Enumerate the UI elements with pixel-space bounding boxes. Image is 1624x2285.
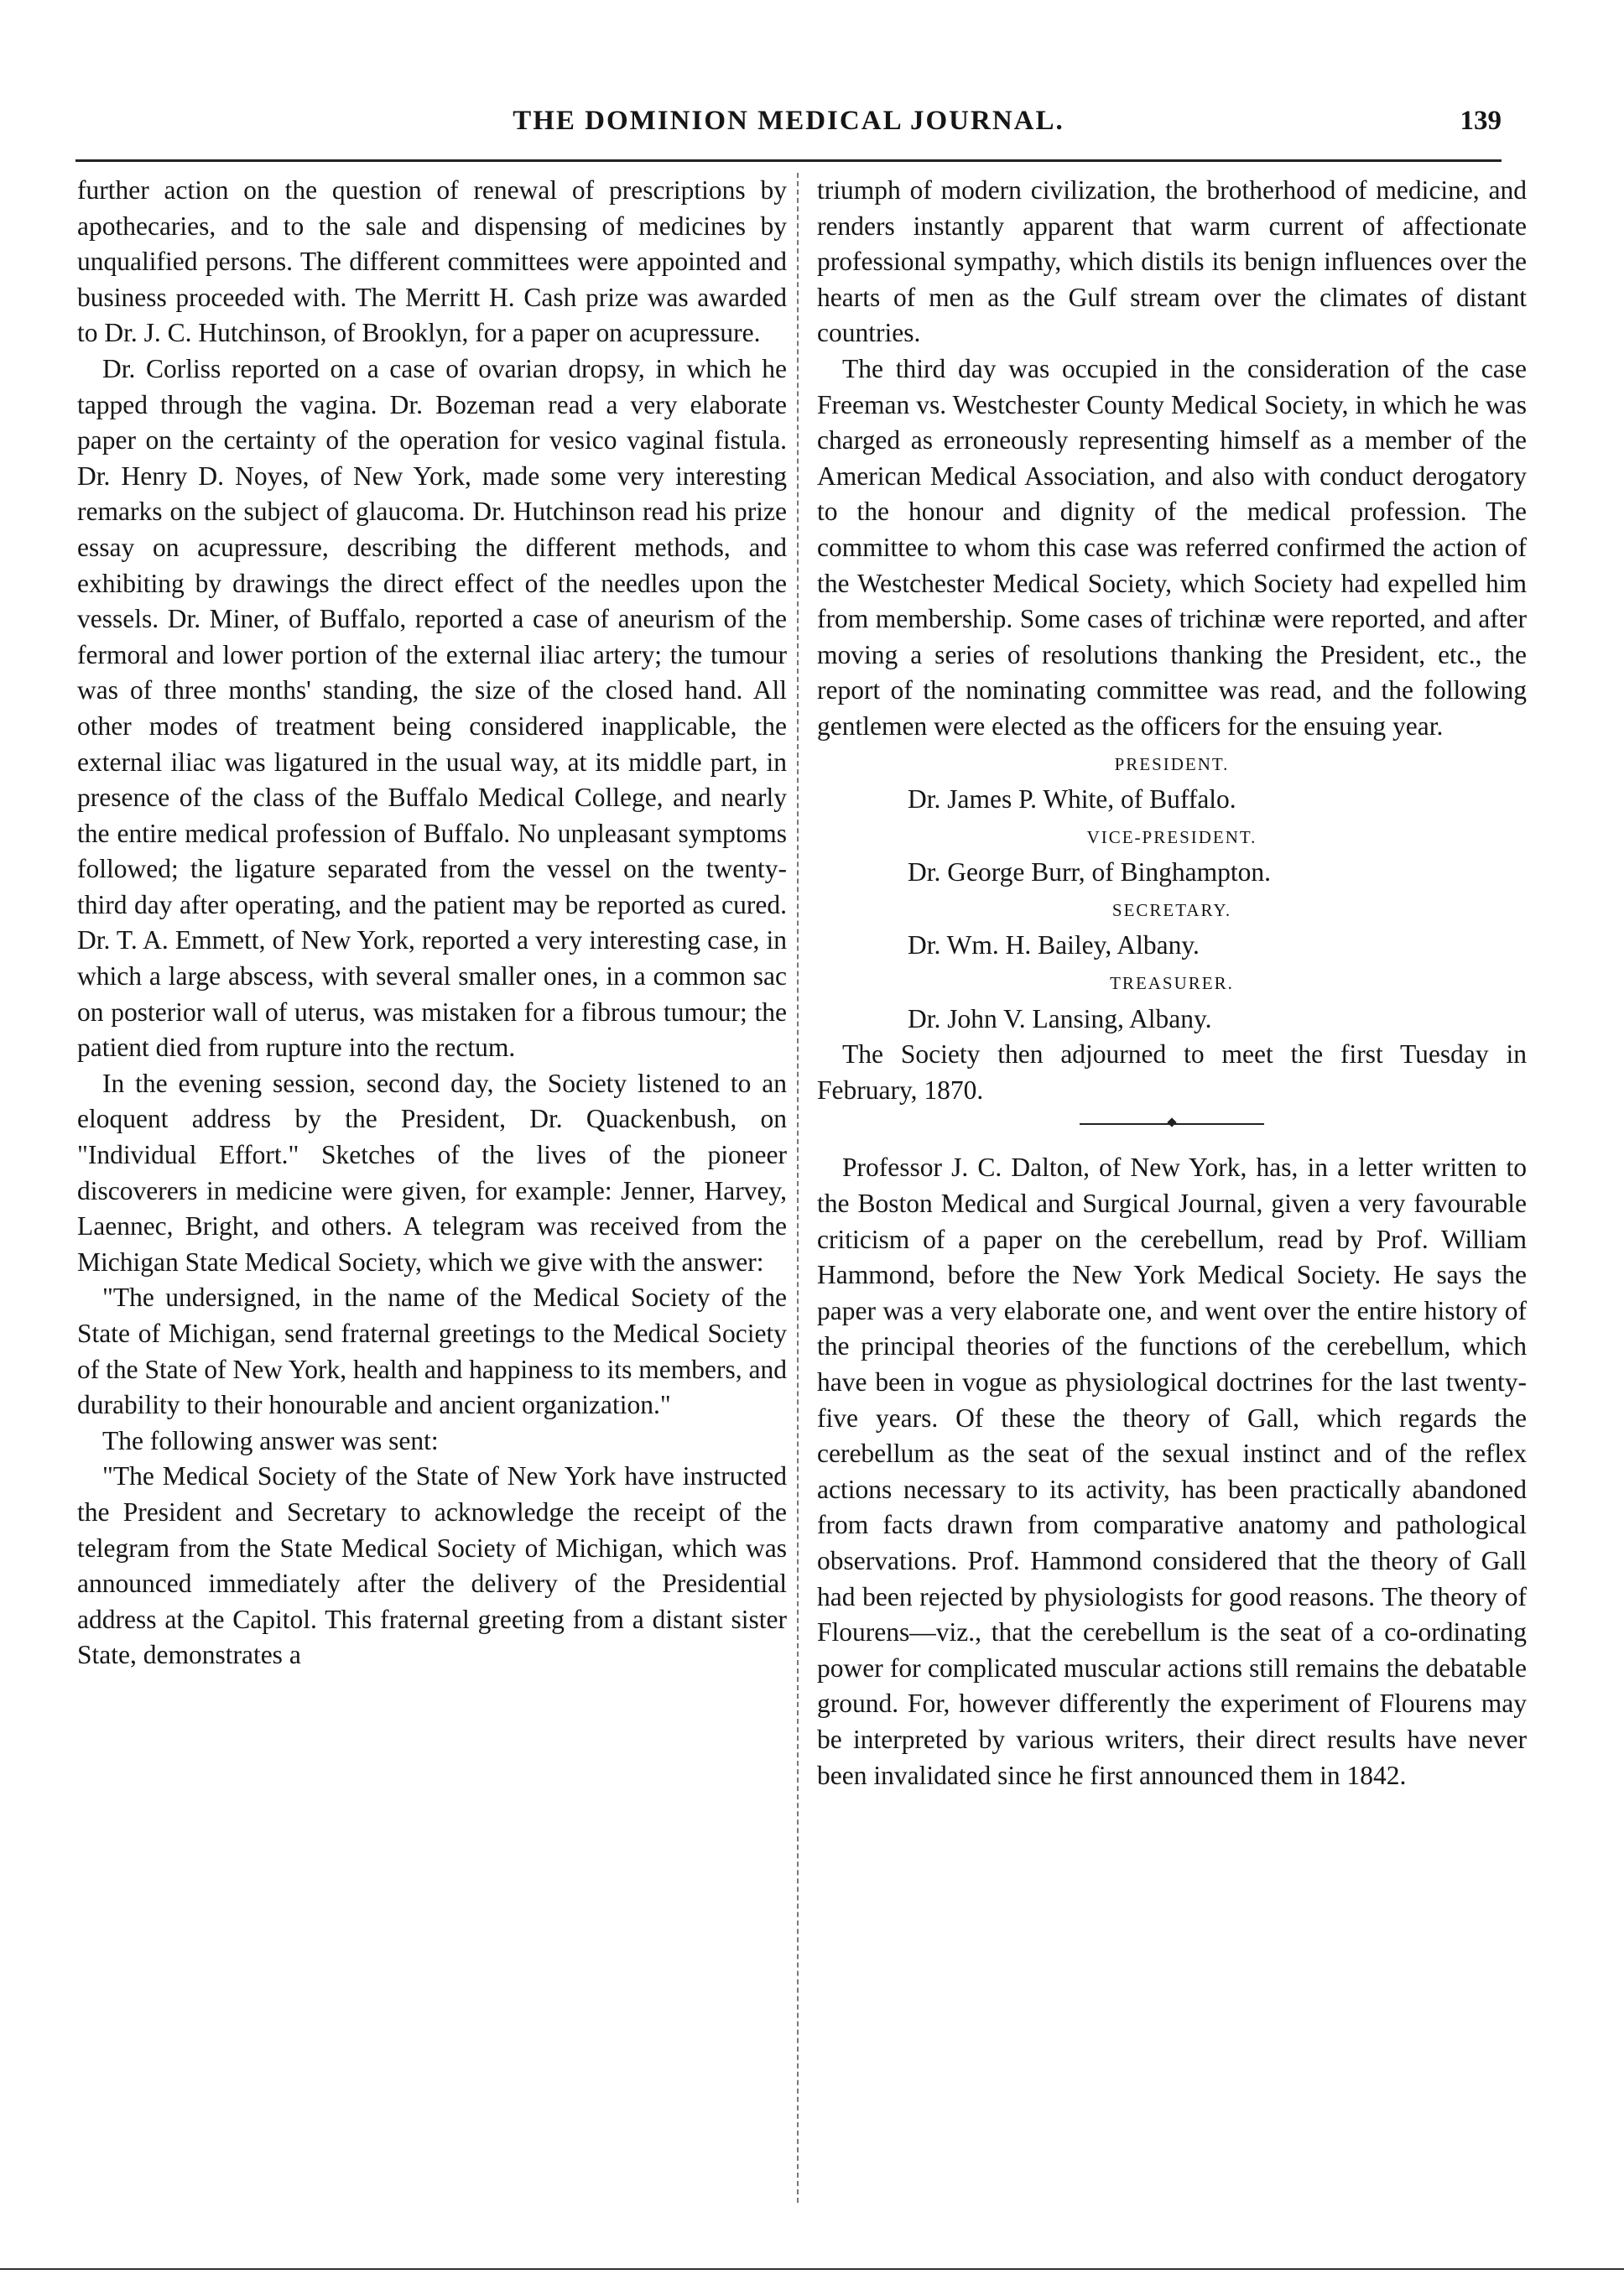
page-header [75,99,1502,149]
paragraph: The third day was occupied in the consideration of the case Freeman vs. Westchester County Medical Society, in which he was charged as erroneously representing himself as a member of the American Medical Association, and also with conduct derogatory to the honour and dignity of the medical profession. The committee to whom this case was referred confirmed the action of the Westchester Medical Society, which Society had expelled him from membership. Some cases of trichinæ were reported, and after moving a series of resolutions thanking the President, etc., the report of the nominating committee was read, and the following gentlemen were elected as the officers for the ensuing year. [817,353,1527,741]
running-title: THE DOMINION MEDICAL JOURNAL. [513,106,1064,136]
officer-name-president: Dr. James P. White, of Buffalo. [908,784,1236,815]
separator-ornament [1167,1118,1176,1127]
paragraph: triumph of modern civilization, the brotherhood of medicine, and renders instantly apparent that warm current of affectionate professional sympathy, which distils its benign influences over the hearts of men as the Gulf stream over the climates of distant countries. [817,175,1527,348]
paragraph: The following answer was sent: [102,1425,439,1455]
page-number: 139 [1460,106,1502,136]
right-column [817,173,1527,2203]
left-column [77,173,787,2203]
officer-heading-vice-president: VICE-PRESIDENT. [1086,826,1257,847]
quoted-telegram: "The undersigned, in the name of the Medical Society of the State of Michigan, send fraternal greetings to the Medical Society of the State of New York, health and happiness to its members, and durability to their honourable and ancient organization." [77,1283,787,1420]
officer-name-vice-president: Dr. George Burr, of Binghampton. [908,857,1271,887]
paragraph: The Society then adjourned to meet the first Tuesday in February, 1870. [817,1039,1527,1105]
column-divider [797,173,799,2203]
officer-name-secretary: Dr. Wm. H. Bailey, Albany. [908,930,1200,960]
officer-heading-treasurer: TREASURER. [1110,973,1234,994]
footer-rule [0,2268,1624,2270]
officer-name-treasurer: Dr. John V. Lansing, Albany. [908,1003,1212,1033]
officer-heading-secretary: SECRETARY. [1111,899,1232,920]
paragraph: Professor J. C. Dalton, of New York, has, in a letter written to the Boston Medical and Surgical Journal, given a very favourable criticism of a paper on the cerebellum, read by Prof. William Hammond, before the New York Medical Society. He says the paper was a very elaborate one, and went over the entire history of the principal theories of the functions of the cerebellum, which have been in vogue as physiological doctrines for the last twenty-five years. Of these the theory of Gall, which regards the cerebellum as the seat of the sexual instinct and of the reflex actions necessary to its activity, has been practically abandoned from facts drawn from comparative anatomy and pathological observations. Prof. Hammond considered that the theory of Gall had been rejected by physiologists for good reasons. The theory of Flourens—viz., that the cerebellum is the seat of a co-ordinating power for complicated muscular actions still remains the debatable ground. For, however differently the experiment of Flourens may be interpreted by various writers, their direct results have never been invalidated since he first announced them in 1842. [817,1153,1527,1790]
paragraph: In the evening session, second day, the Society listened to an eloquent address by the President, Dr. Quackenbush, on "Individual Effort." Sketches of the lives of the pioneer discoverers in medicine were given, for example: Jenner, Harvey, Laennec, Bright, and others. A telegram was received from the Michigan State Medical Society, which we give with the answer: [77,1068,787,1277]
section-separator [1080,1123,1264,1125]
paragraph: Dr. Corliss reported on a case of ovarian dropsy, in which he tapped through the vagina. Dr. Bozeman read a very elaborate paper on the certainty of the operation for vesico vaginal fistula. Dr. Henry D. Noyes, of New York, made some very interesting remarks on the subject of glaucoma. Dr. Hutchinson read his prize essay on acupressure, describing the different methods, and exhibiting by drawings the direct effect of the needles upon the vessels. Dr. Miner, of Buffalo, reported a case of aneurism of the fermoral and lower portion of the external iliac artery; the tumour was of three months' standing, the size of the closed hand. All other modes of treatment being considered inapplicable, the external iliac was ligatured in the usual way, at its middle part, in presence of the class of the Buffalo Medical College, and nearly the entire medical profession of Buffalo. No unpleasant symptoms followed; the ligature separated from the vessel on the twenty-third day after operating, and the patient may be reported as cured. Dr. T. A. Emmett, of New York, reported a very interesting case, in which a large abscess, with several smaller ones, in a common sac on posterior wall of uterus, was mistaken for a fibrous tumour; the patient died from rupture into the rectum. [77,353,787,1063]
paragraph: further action on the question of renewal of prescriptions by apothecaries, and to the sale and dispensing of medicines by unqualified persons. The different committees were appointed and business proceeded with. The Merritt H. Cash prize was awarded to Dr. J. C. Hutchinson, of Brooklyn, for a paper on acupressure. [77,175,787,348]
quoted-answer: "The Medical Society of the State of New York have instructed the President and Secretary to acknowledge the receipt of the telegram from the State Medical Society of Michigan, which was announced immediately after the delivery of the Presidential address at the Capitol. This fraternal greeting from a distant sister State, demonstrates a [77,1461,787,1670]
officer-heading-president: PRESIDENT. [1114,753,1230,774]
header-rule [75,159,1502,162]
